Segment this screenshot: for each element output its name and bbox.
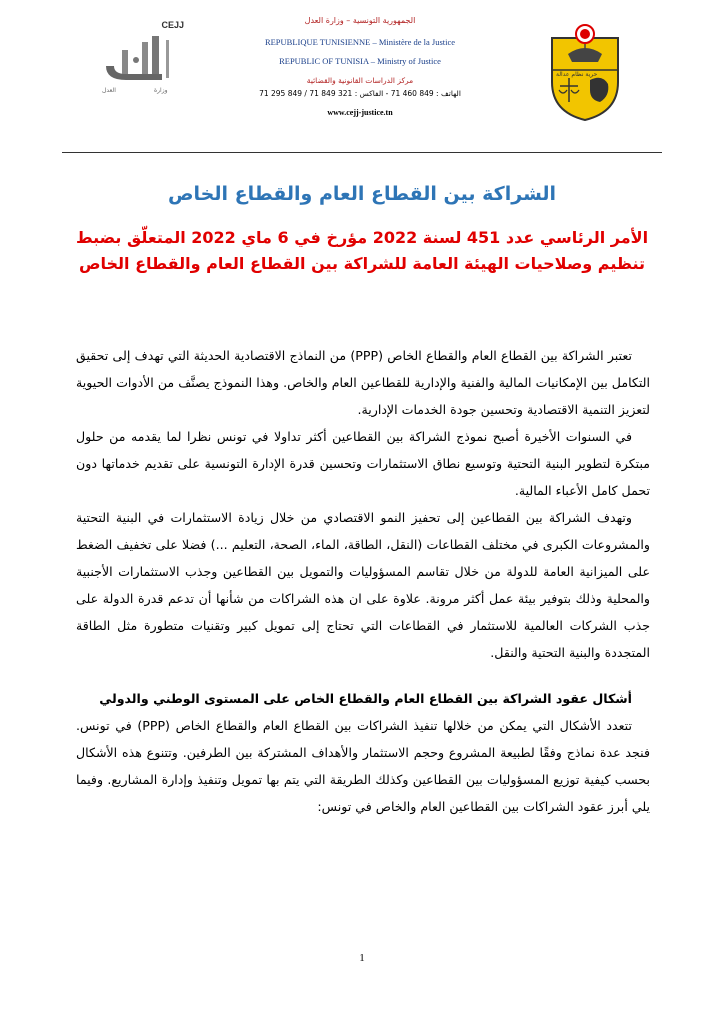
cejj-logo <box>92 20 184 98</box>
ministry-address-block <box>240 16 480 117</box>
ministry-line-en: REPUBLIC OF TUNISIA – Ministry of Justice <box>279 56 441 66</box>
document-body <box>76 342 650 820</box>
ministry-line-fr: REPUBLIQUE TUNISIENNE – Ministère de la Justice <box>264 37 456 47</box>
subtitle-line-1: الأمر الرئاسي عدد 451 لسنة 2022 مؤرخ في 6 ماي 2022 المتعلّق بضبط <box>75 228 649 247</box>
document-subtitle <box>60 225 664 277</box>
svg-text:وزارة: وزارة <box>154 87 168 94</box>
paragraph-2: في السنوات الأخيرة أصبح نموذج الشراكة بين القطاعين أكثر تداولا في تونس نظرا لما يقدمه من حلول مبتكرة لتطوير البنية التحتية وتوسيع نطاق الاستثمارات وتحسين قدرة الإدارة التونسية على تقديم خدماتها دون تحمل كامل الأعباء المالية. <box>76 429 650 498</box>
center-line-ar: مركز الدراسات القانونية والقضائية <box>306 76 414 85</box>
phone-fax-line: الهاتف : 849 460 71 - الفاكس : 321 849 71 / 849 295 71 <box>259 89 461 98</box>
website-link[interactable]: www.cejj-justice.tn <box>327 108 393 117</box>
section-heading: أشكال عقود الشراكة بين القطاع العام والقطاع الخاص على المستوى الوطني والدولي <box>99 691 632 706</box>
subtitle-line-2: تنظيم وصلاحيات الهيئة العامة للشراكة بين القطاع العام والقطاع الخاص <box>78 254 646 273</box>
page-number: 1 <box>359 952 365 964</box>
document-title: الشراكة بين القطاع العام والقطاع الخاص <box>167 183 557 205</box>
svg-text:حرية نظام عدالة: حرية نظام عدالة <box>556 71 598 78</box>
header-divider <box>62 152 662 153</box>
cejj-logo-icon <box>92 20 184 98</box>
paragraph-3: وتهدف الشراكة بين القطاعين إلى تحفيز النمو الاقتصادي من خلال زيادة الاستثمارات في البنية التحتية والمشروعات الكبرى في مختلف القطاعات (النقل، الطاقة، الماء، الصحة، التعليم ...) فضلا على تخفيف الضغط على الميزانية العامة للدولة من خلال تقاسم المسؤوليات والتمويل بين القطاعين وجذب الاستثمارات الأجنبية والمحلية وذلك بتوفير بيئة عمل أكثر مرونة. علاوة على ان هذه الشراكات من شأنها أن تدعم قدرة الدولة على جذب الشركات العالمية للاستثمار في القطاعات التي تحتاج إلى تمويل كبير وتقنيات متطورة مثل الطاقة المتجددة والبنية التحتية والنقل. <box>76 510 650 660</box>
svg-text:العدل: العدل <box>102 87 116 94</box>
ministry-line-ar: الجمهورية التونسية – وزارة العدل <box>304 16 416 25</box>
paragraph-1: تعتبر الشراكة بين القطاع العام والقطاع الخاص (PPP) من النماذج الاقتصادية الحديثة التي تهدف إلى تحقيق التكامل بين الإمكانيات المالية والفنية والإدارية للقطاعين العام والخاص. وهذا النموذج يصنَّف من الأدوات الحيوية لتعزيز التنمية الاقتصادية وتحسين جودة الخدمات الإدارية. <box>76 348 650 417</box>
letterhead <box>0 0 724 150</box>
cejj-brand-text: CEJJ <box>161 20 184 30</box>
tunisia-coat-of-arms-icon <box>546 24 624 122</box>
section-paragraph: تتعدد الأشكال التي يمكن من خلالها تنفيذ الشراكات بين القطاع العام والقطاع الخاص (PPP) في تونس. فنجد عدة نماذج وفقًا لطبيعة المشروع وحجم الاستثمار والأهداف المشتركة بين الطرفين. وتتنوع هذه الأشكال بحسب كيفية توزيع المسؤوليات بين القطاعين وكذلك الطريقة التي يتم بها تمويل وتنفيذ وإدارة المشاريع. وفيما يلي أبرز عقود الشراكات بين القطاعين العام والخاص في تونس: <box>76 718 650 814</box>
